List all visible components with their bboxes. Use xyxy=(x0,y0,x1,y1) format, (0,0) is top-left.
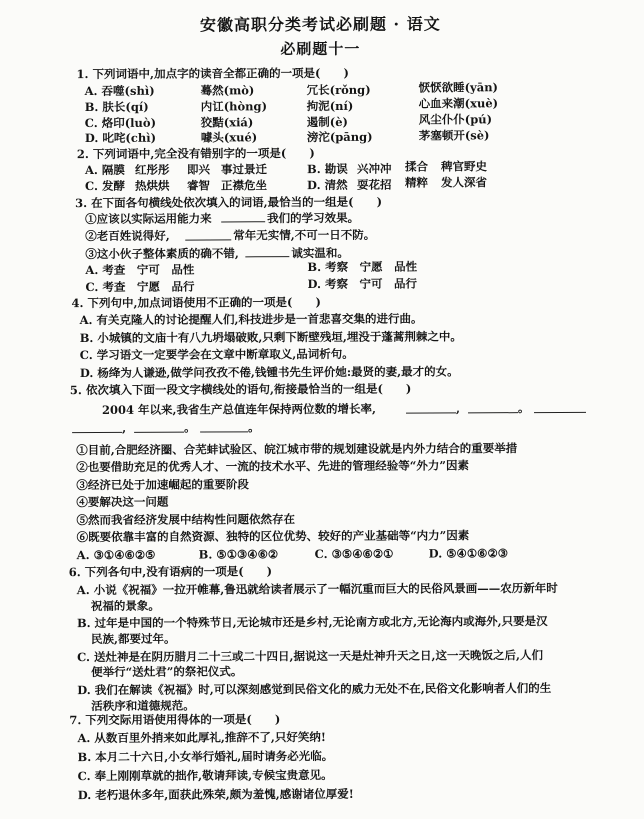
q5-blank-3 xyxy=(534,412,586,413)
q2-stem: 2. 下列词语中,完全没有错别字的一项是( ) xyxy=(76,146,315,162)
q5-item-1: ①目前,合肥经济圈、合芜蚌试验区、皖江城市带的规划建设就是内外力结合的重要举措 xyxy=(76,441,518,457)
q5-blank-6 xyxy=(200,432,248,433)
q1-c-4: 风尘仆仆(pú) xyxy=(418,112,493,127)
q3-opt-d: D. 考察 宁可 品行 xyxy=(307,276,418,292)
q3-stem: 3. 在下面各句横线处依次填入的词语,最恰当的一组是( ) xyxy=(75,194,383,211)
q3-opt-b: B. 考察 宁愿 品性 xyxy=(307,259,418,274)
q2-a-2: 红彤彤 xyxy=(134,162,170,177)
q6-a-line1: A. 小说《祝福》一拉开帷幕,鲁迅就给读者展示了一幅沉重而巨大的民俗风景画——农历新年时 xyxy=(76,580,558,598)
q5-blank-5 xyxy=(134,432,184,433)
q3-blank-1 xyxy=(221,222,265,223)
q7-stem: 7. 下列交际用语使用得体的一项是( ) xyxy=(69,712,281,728)
q2-d-1: D. 清然 xyxy=(306,177,348,192)
page-title: 安徽高职分类考试必刷题 · 语文 xyxy=(199,14,441,35)
q5-item-5: ⑤然而我省经济发展中结构性问题依然存在 xyxy=(76,512,296,527)
q4-stem: 4. 下列句中,加点词语使用不正确的一项是( ) xyxy=(71,294,321,310)
q3-opt-c: C. 考查 宁愿 品行 xyxy=(85,279,195,295)
q1-a-4: 恹恹欲睡(yān) xyxy=(418,80,499,95)
q5-blank-4 xyxy=(72,432,122,433)
q2-c-3: 睿智 xyxy=(186,177,211,193)
q2-a-1: A. 隔膜 xyxy=(84,162,125,177)
q2-b-2: 兴冲冲 xyxy=(356,161,392,176)
q5-stem: 5. 依次填入下面一段文字横线处的语句,衔接最恰当的一组是( ) xyxy=(69,382,412,398)
q7-opt-c: C. 奉上刚刚草就的拙作,敬请拜读,专候宝贵意见。 xyxy=(77,767,333,784)
q1-c-1: C. 烙印(luò) xyxy=(84,115,157,130)
q6-c-line1: C. 送灶神是在阴历腊月二十三或二十四日,据说这一天是灶神升天之日,这一天晚饭之后,人们 xyxy=(77,647,544,664)
q1-stem: 1. 下列词语中,加点字的读音全都正确的一项是( ) xyxy=(76,65,349,81)
q7-opt-b: B. 本月二十六日,小女举行婚礼,届时请务必光临。 xyxy=(77,748,334,765)
q3-s1: ①应该以实际运用能力来 xyxy=(85,211,212,226)
q3-s1b: 我们的学习效果。 xyxy=(267,210,360,226)
q1-b-3: 拘泥(ní) xyxy=(306,98,354,113)
q3-s3: ③这小伙子整体素质的确不错, xyxy=(85,246,239,261)
q3-blank-3 xyxy=(245,256,289,257)
q2-c-2: 热烘烘 xyxy=(134,178,170,193)
q1-d-3: 滂沱(pāng) xyxy=(306,130,373,145)
q1-c-3: 遏制(è) xyxy=(306,114,348,129)
q2-d-2: 耍花招 xyxy=(356,177,392,192)
q5-lead: 2004 年以来,我省生产总值连年保持两位数的增长率, xyxy=(101,401,377,417)
q1-d-1: D. 叱咤(chì) xyxy=(84,131,157,146)
q5-opt-a: A. ③①④⑥②⑤ xyxy=(76,547,156,562)
q6-d-line2: 活秩序和道德规范。 xyxy=(91,698,195,713)
q3-opt-a: A. 考查 宁可 品性 xyxy=(85,262,195,277)
q5-opt-d: D. ⑤④①⑥②③ xyxy=(428,546,509,561)
q5-item-6: ⑥既要依靠丰富的自然资源、独特的区位优势、较好的产业基础等“内力”因素 xyxy=(76,528,470,545)
q2-d-3: 精粹 xyxy=(404,175,429,190)
q5-blank-2 xyxy=(468,412,518,413)
q1-b-2: 内讧(hòng) xyxy=(200,99,268,114)
q4-opt-a: A. 有关克隆人的讨论提醒人们,科技进步是一首悲喜交集的进行曲。 xyxy=(79,311,423,328)
q6-b-line1: B. 过年是中国的一个特殊节日,无论城市还是乡村,无论南方或北方,无论海内或海外,只要是汉 xyxy=(76,614,548,631)
page-subtitle: 必刷题十一 xyxy=(280,39,361,59)
q5-item-2: ②也要借助充足的优秀人才、一流的技术水平、先进的管理经验等“外力”因素 xyxy=(76,458,470,475)
q4-opt-b: B. 小城镇的文庙十有八九坍塌破败,只剩下断壁残垣,埋没于蓬蒿荆棘之中。 xyxy=(79,329,462,345)
q1-a-3: 冗长(rǒng) xyxy=(306,82,371,98)
q7-opt-a: A. 从数百里外捎来如此厚礼,推辞不了,只好笑纳! xyxy=(77,729,326,746)
q5-opt-c: C. ③⑤④⑥②① xyxy=(314,546,394,561)
q2-b-3: 揉合 xyxy=(404,159,428,174)
q1-b-1: B. 肤长(qí) xyxy=(84,99,149,114)
q3-s3b: 诚实温和。 xyxy=(291,245,349,260)
q5-item-4: ④要解决这一问题 xyxy=(76,495,169,510)
q3-s2b: 常年无实情,不可一日不防。 xyxy=(233,228,376,243)
q6-d-line1: D. 我们在解读《祝福》时,可以深刻感觉到民俗文化的威力无处不在,民俗文化影响者人们的生 xyxy=(77,680,552,697)
exam-page: 安徽高职分类考试必刷题 · 语文 必刷题十一 1. 下列词语中,加点字的读音全都正确的一项是( ) A. 吞噬(shì) 蓦然(mò) 冗长(rǒng) 恹恹欲睡(yān) B. 肤长(qí) 内讧(hòng) 拘泥(ní) 心血来潮(xuè) C. 烙印(luò) 狡黠(xiá) 遏制(è) 风尘仆仆(pú) D. 叱咤(chì) 噱头(xué) 滂沱(pāng) 茅塞顿开(sè) 2. 下列词语中,完全没有错别字的一项是( ) A. 隔膜 红彤彤 即兴 事过景迁 B. 勘误 兴冲冲 揉合 稗官野史 C. 发酵 热烘烘 睿智 正襟危坐 D. 清然 耍花招 精粹 发人深省 3. 在下面各句横线处依次填入的词语,最恰当的一组是( ) ①应该以实际运用能力来 我们的学习效果。 ②老百姓说得好, 常年无实情,不可一日不防。 ③这小伙子整体素质的确不错, 诚实温和。 A. 考查 宁可 品性 B. 考察 宁愿 品性 C. 考查 宁愿 品行 D. 考察 宁可 品行 4. 下列句中,加点词语使用不正确的一项是( ) A. 有关克隆人的讨论提醒人们,科技进步是一首悲喜交集的进行曲。 B. 小城镇的文庙十有八九坍塌破败,只剩下断壁残垣,埋没于蓬蒿荆棘之中。 C. 学习语文一定要学会在文章中断章取义,品词析句。 D. 杨绛为人谦逊,做学问孜孜不倦,钱锺书先生评价她:最贤的妻,最才的女。 5. 依次填入下面一段文字横线处的语句,衔接最恰当的一组是( ) 2004 年以来,我省生产总值连年保持两位数的增长率, , 。 , 。 。 ①目前,合肥经济圈、合芜蚌试验区、皖江城市带的规划建设就是内外力结合的重要举措 ②也要借助充足的优秀人才、一流的技术水平、先进的管理经验等“外力”因素 ③经济已处于加速崛起的重要阶段 ④要解决这一问题 ⑤然而我省经济发展中结构性问题依然存在 ⑥既要依靠丰富的自然资源、独特的区位优势、较好的产业基础等“内力”因素 A. ③①④⑥②⑤ B. ⑤①③④⑥② C. ③⑤④⑥②① D. ⑤④①⑥②③ 6. 下列各句中,没有语病的一项是( ) A. 小说《祝福》一拉开帷幕,鲁迅就给读者展示了一幅沉重而巨大的民俗风景画——农历新年时 祝福的景象。 B. 过年是中国的一个特殊节日,无论城市还是乡村,无论南方或北方,无论海内或海外,只要是汉 民族,都要过年。 C. 送灶神是在阴历腊月二十三或二十四日,据说这一天是灶神升天之日,这一天晚饭之后,人们 便举行“送灶君”的祭祀仪式。 D. 我们在解读《祝福》时,可以深刻感觉到民俗文化的威力无处不在,民俗文化影响者人们的生 活秩序和道德规范。 7. 下列交际用语使用得体的一项是( ) A. 从数百里外捎来如此厚礼,推辞不了,只好笑纳! B. 本月二十六日,小女举行婚礼,届时请务必光临。 C. 奉上刚刚草就的拙作,敬请拜读,专候宝贵意见。 D. 老朽退休多年,面获此殊荣,颇为羞愧,感谢诸位厚爱! xyxy=(0,0,644,819)
q2-d-4: 发人深省 xyxy=(440,175,488,190)
q2-b-1: B. 勘误 xyxy=(306,161,348,176)
q7-opt-d: D. 老朽退休多年,面获此殊荣,颇为羞愧,感谢诸位厚爱! xyxy=(77,786,354,803)
q3-s2: ②老百姓说得好, xyxy=(85,228,170,244)
q1-b-4: 心血来潮(xuè) xyxy=(418,96,499,111)
q6-c-line2: 便举行“送灶君”的祭祀仪式。 xyxy=(91,664,243,680)
q1-a-1: A. 吞噬(shì) xyxy=(84,83,155,99)
q1-a-2: 蓦然(mò) xyxy=(200,83,255,98)
q4-opt-c: C. 学习语文一定要学会在文章中断章取义,品词析句。 xyxy=(79,347,354,363)
q6-b-line2: 民族,都要过年。 xyxy=(90,631,176,647)
q3-blank-2 xyxy=(185,239,231,240)
q6-stem: 6. 下列各句中,没有语病的一项是( ) xyxy=(68,564,273,580)
q2-b-4: 稗官野史 xyxy=(440,159,487,174)
q1-c-2: 狡黠(xiá) xyxy=(200,114,254,130)
q4-opt-d: D. 杨绛为人谦逊,做学问孜孜不倦,钱锺书先生评价她:最贤的妻,最才的女。 xyxy=(79,364,459,380)
q2-c-4: 正襟危坐 xyxy=(220,177,268,192)
q6-a-line2: 祝福的景象。 xyxy=(90,598,160,613)
q1-d-4: 茅塞顿开(sè) xyxy=(418,127,490,143)
q2-a-3: 即兴 xyxy=(186,162,210,177)
q5-opt-b: B. ⑤①③④⑥② xyxy=(198,547,279,562)
q2-c-1: C. 发酵 xyxy=(84,178,126,193)
q2-a-4: 事过景迁 xyxy=(220,162,267,177)
q1-d-2: 噱头(xué) xyxy=(200,130,258,145)
q5-blank-1 xyxy=(406,412,456,413)
q5-item-3: ③经济已处于加速崛起的重要阶段 xyxy=(76,477,249,492)
